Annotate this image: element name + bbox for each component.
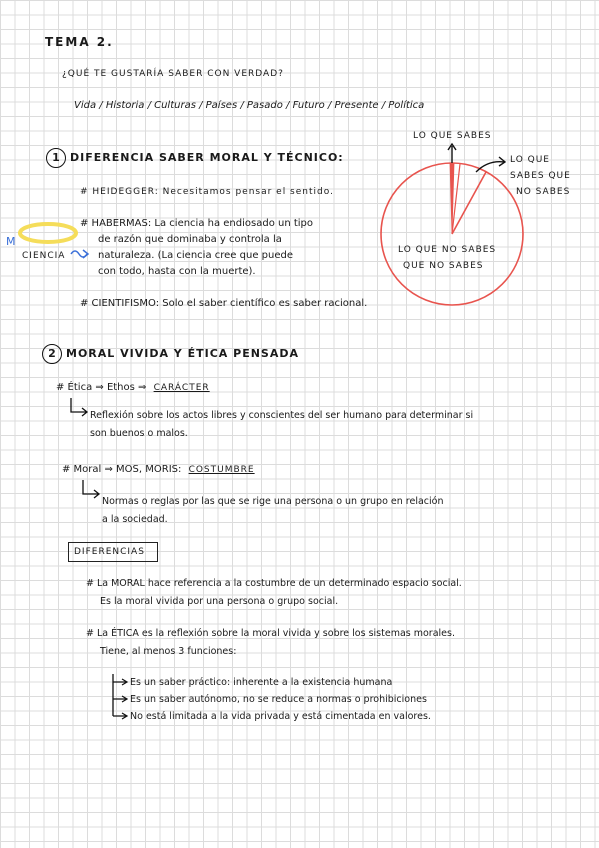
diferencia-etica-1: # La ÉTICA es la reflexión sobre la moral vivida y sobre los sistemas morales. (86, 628, 455, 639)
diagram-label-right-1: LO QUE (510, 155, 550, 165)
bullet-habermas-4: con todo, hasta con la muerte). (98, 266, 256, 277)
page-title: TEMA 2. (45, 35, 114, 49)
question: ¿QUÉ TE GUSTARÍA SABER CON VERDAD? (62, 69, 284, 79)
elbow-arrow-icon (82, 480, 102, 500)
etica-keyword: CARÁCTER (153, 383, 210, 393)
section2-heading: MORAL VIVIDA Y ÉTICA PENSADA (66, 347, 299, 360)
moral-keyword: COSTUMBRE (188, 465, 255, 475)
function-item-3: No está limitada a la vida privada y está cimentada en valores. (130, 711, 431, 722)
etica-definition-2: son buenos o malos. (90, 428, 188, 439)
diagram-label-inside-1: LO QUE NO SABES (398, 245, 497, 255)
bullet-habermas-2: de razón que dominaba y controla la (98, 234, 282, 245)
bullet-habermas-3: naturaleza. (La ciencia cree que puede (98, 250, 293, 261)
slice-sabes-que-no-sabes (452, 172, 486, 234)
bullet-cientifismo: # CIENTIFISMO: Solo el saber científico es saber racional. (80, 298, 368, 309)
margin-mark: M (6, 235, 16, 248)
margin-note-ciencia: CIENCIA (22, 251, 66, 261)
moral-definition-2: a la sociedad. (102, 514, 168, 525)
diagram-label-right-3: NO SABES (516, 187, 571, 197)
etica-definition-1: Reflexión sobre los actos libres y conscientes del ser humano para determinar si (90, 410, 474, 421)
function-item-1: Es un saber práctico: inherente a la existencia humana (130, 677, 393, 688)
diferencia-moral-1: # La MORAL hace referencia a la costumbre de un determinado espacio social. (86, 578, 462, 589)
diferencias-label: DIFERENCIAS (74, 547, 145, 557)
diagram-label-right-2: SABES QUE (510, 171, 571, 181)
topics-list: Vida / Historia / Culturas / Países / Pasado / Futuro / Presente / Política (74, 100, 425, 111)
bullet-habermas-1: # HABERMAS: La ciencia ha endiosado un tipo (80, 218, 314, 229)
section1-heading: DIFERENCIA SABER MORAL Y TÉCNICO: (70, 151, 344, 164)
diferencia-moral-2: Es la moral vivida por una persona o grupo social. (100, 596, 339, 607)
highlight-mark (16, 220, 80, 246)
diferencia-etica-2: Tiene, al menos 3 funciones: (100, 646, 237, 657)
etica-prefix: # Ética ⇒ Ethos ⇒ (56, 382, 147, 393)
elbow-arrow-icon (70, 398, 90, 418)
bullet-heidegger: # HEIDEGGER: Necesitamos pensar el sentido. (80, 187, 334, 197)
function-item-2: Es un saber autónomo, no se reduce a normas o prohibiciones (130, 694, 427, 705)
section-number-1: 1 (46, 148, 66, 168)
etica-line (56, 382, 210, 394)
arrow-up-icon (448, 144, 456, 163)
moral-line (62, 464, 255, 476)
diagram-label-top: LO QUE SABES (413, 131, 492, 141)
diagram-label-inside-2: QUE NO SABES (403, 261, 484, 271)
squiggle-arrow-icon (70, 248, 90, 260)
moral-prefix: # Moral ⇒ MOS, MORIS: (62, 464, 182, 475)
moral-definition-1: Normas o reglas por las que se rige una persona o un grupo en relación (102, 496, 444, 507)
section-number-2: 2 (42, 344, 62, 364)
